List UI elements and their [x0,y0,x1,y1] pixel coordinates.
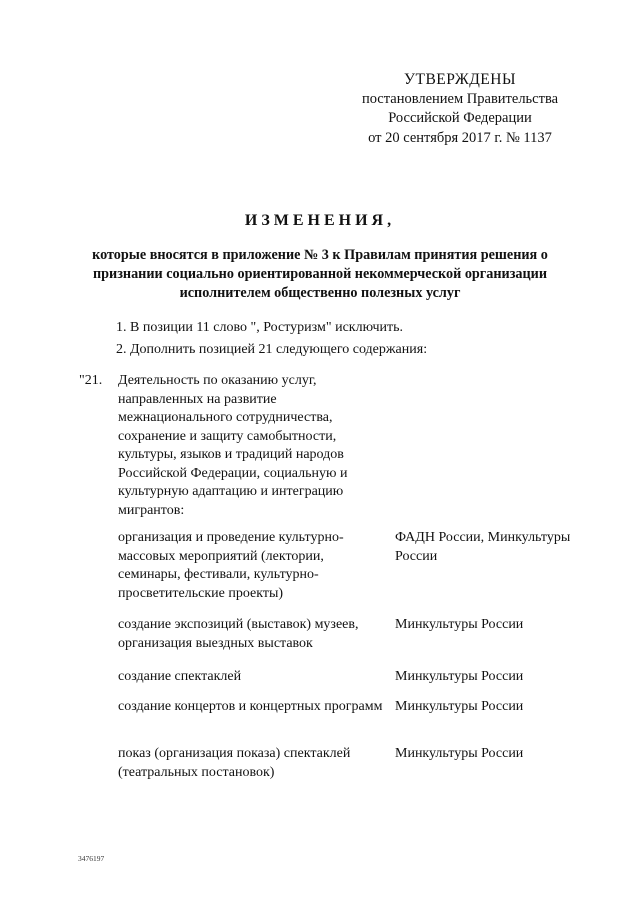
row-activity: создание концертов и концертных программ [118,699,383,714]
position-text: Деятельность по оказанию услуг, направленных на развитие межнационального сотрудничества, сохранение и защиту самобытности, культуры, языков и традиций народов Российской Федерации, социальную и культурную адаптацию и интеграцию мигрантов: [118,373,348,518]
approval-line-2: Российской Федерации [388,110,532,126]
change-item-1: 1. В позиции 11 слово ", Ростуризм" исключить. [116,320,404,335]
document-subheading: которые вносятся в приложение № 3 к Правилам принятия решения о признании социально ориентированной некоммерческой организации исполнителем общественно полезных услуг [92,247,548,301]
row-activity: организация и проведение культурно-массовых мероприятий (лектории, семинары, фестивали, культурно-просветительские проекты) [118,530,344,601]
row-agency: Минкультуры России [395,669,524,684]
row-activity: показ (организация показа) спектаклей (театральных постановок) [118,746,351,780]
row-activity: создание спектаклей [118,669,242,684]
approval-block [340,70,580,148]
document-heading: ИЗМЕНЕНИЯ, [244,212,396,229]
row-activity: создание экспозиций (выставок) музеев, организация выездных выставок [118,617,359,651]
document-code: 3476197 [78,854,105,863]
row-agency: Минкультуры России [395,617,524,632]
approval-title: УТВЕРЖДЕНЫ [404,71,516,88]
row-agency: ФАДН России, Минкультуры России [395,530,571,564]
approval-line-3: от 20 сентября 2017 г. № 1137 [368,129,552,146]
row-agency: Минкультуры России [395,699,524,714]
row-agency: Минкультуры России [395,746,524,761]
approval-line-1: постановлением Правительства [361,90,559,107]
position-number: "21. [79,373,103,388]
change-item-2: 2. Дополнить позицией 21 следующего содержания: [116,342,428,357]
